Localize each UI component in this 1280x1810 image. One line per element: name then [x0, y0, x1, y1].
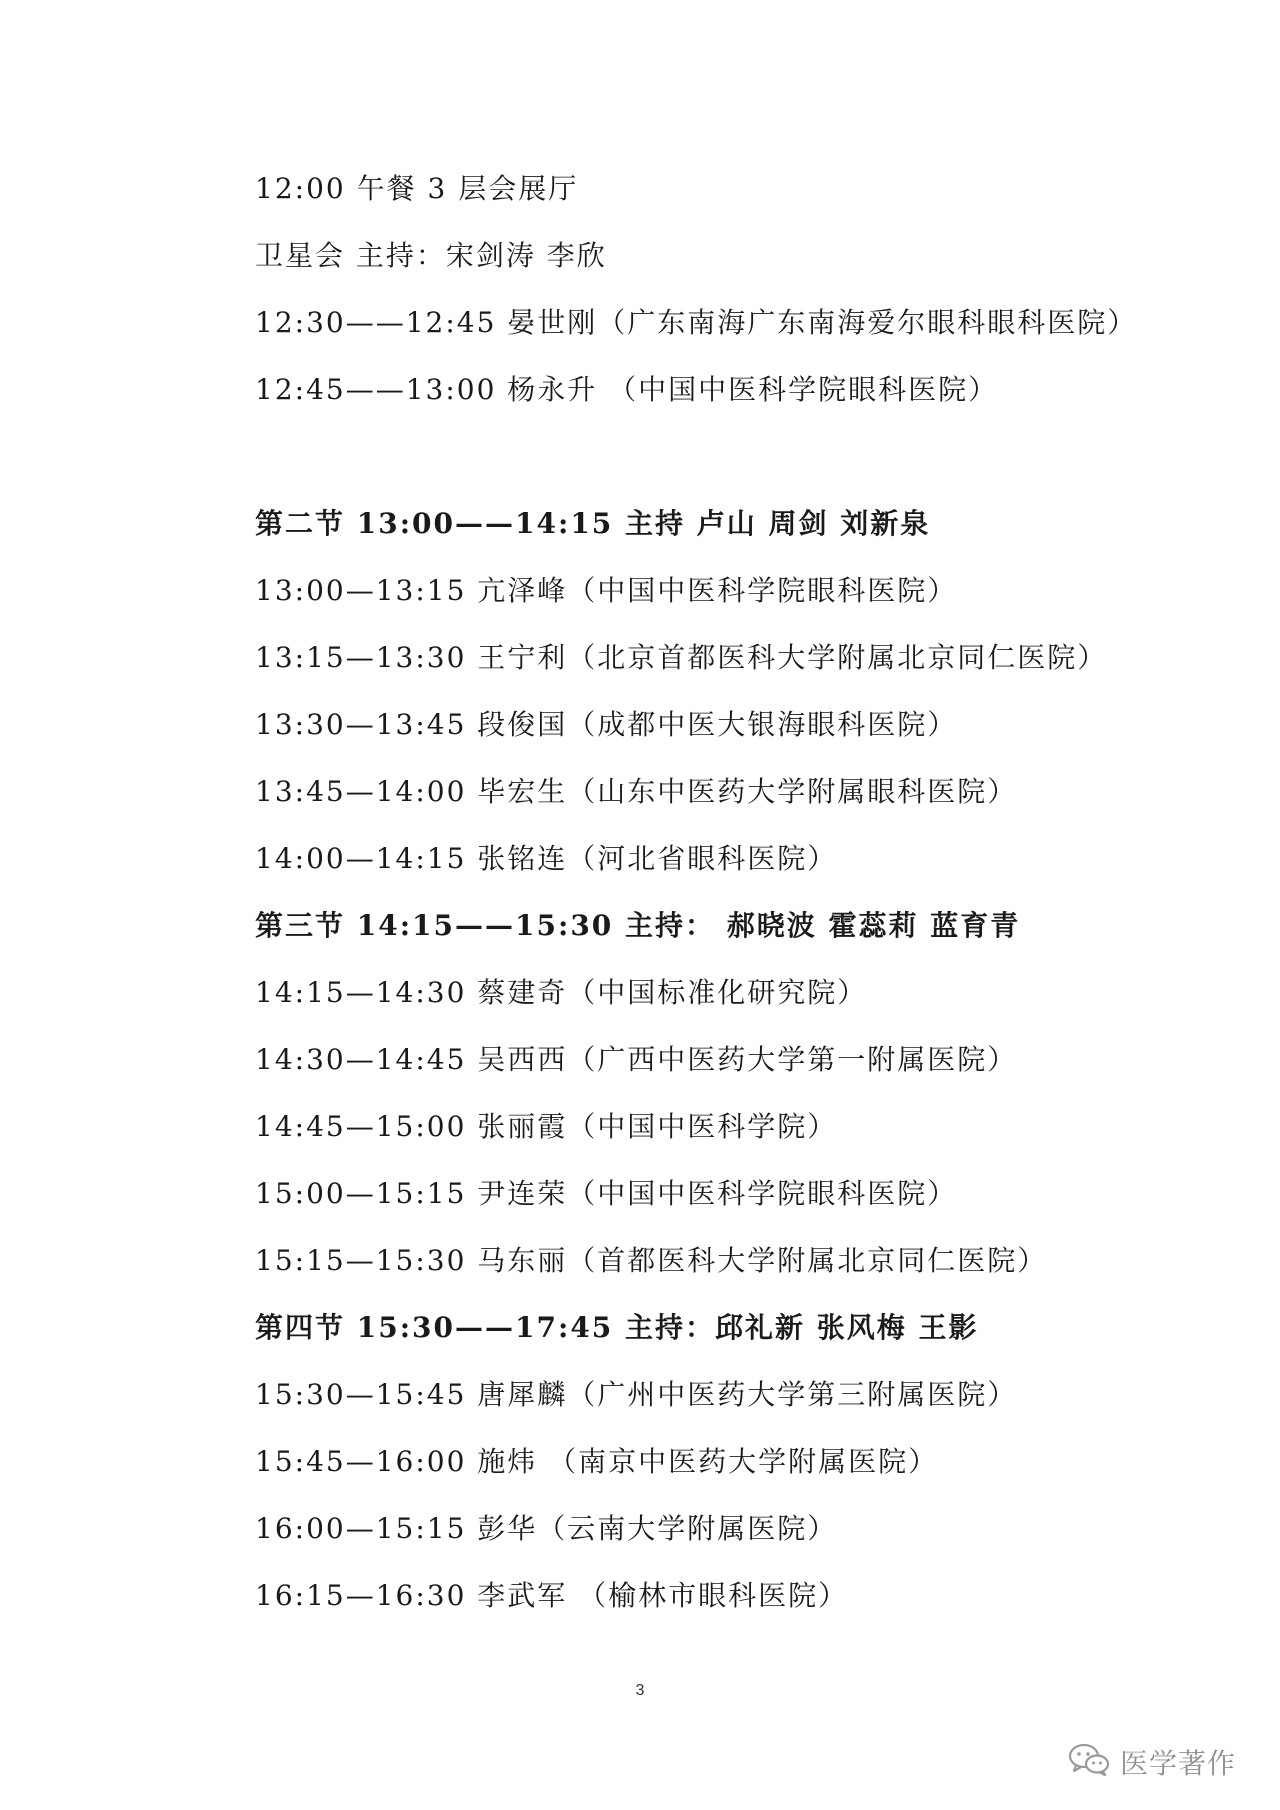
schedule-item: 12:30——12:45 晏世刚（广东南海广东南海爱尔眼科眼科医院）	[255, 306, 1138, 339]
section-2-header: 第二节 13:00——14:15 主持 卢山 周剑 刘新泉	[255, 507, 931, 540]
schedule-item: 15:30—15:45 唐犀麟（广州中医药大学第三附属医院）	[255, 1378, 1018, 1411]
schedule-item: 14:15—14:30 蔡建奇（中国标准化研究院）	[255, 976, 868, 1009]
schedule-item: 16:15—16:30 李武军 （榆林市眼科医院）	[255, 1579, 849, 1612]
satellite-session-header: 卫星会 主持：宋剑涛 李欣	[255, 239, 607, 272]
schedule-item: 15:15—15:30 马东丽（首都医科大学附属北京同仁医院）	[255, 1244, 1048, 1277]
lunch-line: 12:00 午餐 3 层会展厅	[255, 172, 579, 205]
schedule-item: 16:00—15:15 彭华（云南大学附属医院）	[255, 1512, 838, 1545]
schedule-item: 13:00—13:15 亢泽峰（中国中医科学院眼科医院）	[255, 574, 958, 607]
schedule-item: 13:15—13:30 王宁利（北京首都医科大学附属北京同仁医院）	[255, 641, 1108, 674]
section-4-header: 第四节 15:30——17:45 主持：邱礼新 张风梅 王影	[255, 1311, 979, 1344]
schedule-item: 15:00—15:15 尹连荣（中国中医科学院眼科医院）	[255, 1177, 958, 1210]
wechat-icon	[1068, 1742, 1110, 1782]
watermark	[1068, 1742, 1236, 1782]
schedule-item: 14:30—14:45 吴西西（广西中医药大学第一附属医院）	[255, 1043, 1018, 1076]
schedule-item: 12:45——13:00 杨永升 （中国中医科学院眼科医院）	[255, 373, 999, 406]
schedule-item: 14:45—15:00 张丽霞（中国中医科学院）	[255, 1110, 838, 1143]
schedule-item: 15:45—16:00 施炜 （南京中医药大学附属医院）	[255, 1445, 939, 1478]
section-3-header: 第三节 14:15——15:30 主持： 郝晓波 霍蕊莉 蓝育青	[255, 909, 1021, 942]
schedule-item: 13:45—14:00 毕宏生（山东中医药大学附属眼科医院）	[255, 775, 1018, 808]
schedule-item: 13:30—13:45 段俊国（成都中医大银海眼科医院）	[255, 708, 958, 741]
page-number: 3	[635, 1682, 645, 1699]
watermark-text: 医学著作	[1120, 1747, 1237, 1780]
schedule-item: 14:00—14:15 张铭连（河北省眼科医院）	[255, 842, 838, 875]
